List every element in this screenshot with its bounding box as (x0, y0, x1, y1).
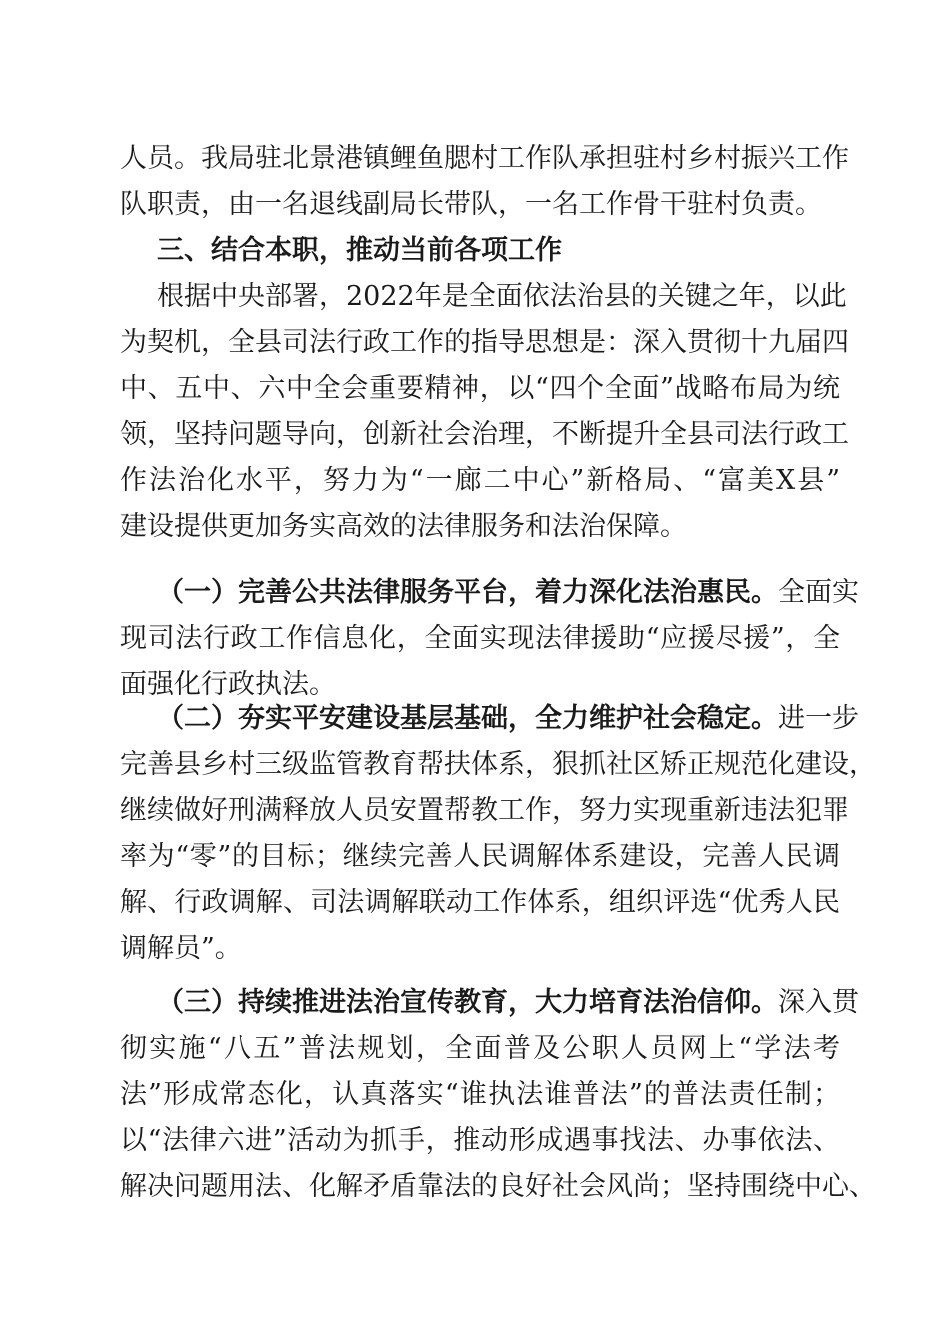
paragraph-line: 完善县乡村三级监管教育帮扶体系，狠抓社区矫正规范化建设， (120, 749, 876, 780)
paragraph-line: 现司法行政工作信息化，全面实现法律援助“应援尽援”，全 (120, 623, 840, 654)
paragraph-line: 为契机，全县司法行政工作的指导思想是：深入贯彻十九届四 (120, 327, 849, 358)
paragraph-line: 领，坚持问题导向，创新社会治理，不断提升全县司法行政工 (120, 419, 849, 450)
paragraph-line: 法”形成常态化，认真落实“谁执法谁普法”的普法责任制； (120, 1079, 840, 1110)
paragraph-line: 队职责，由一名退线副局长带队，一名工作骨干驻村负责。 (120, 189, 822, 220)
paragraph-line: 解、行政调解、司法调解联动工作体系，组织评选“优秀人民 (120, 887, 840, 918)
subsection-title: （一）完善公共法律服务平台，着力深化法治惠民。 (157, 577, 778, 608)
subsection-line (157, 980, 859, 1026)
paragraph-line: 调解员”。 (120, 933, 242, 964)
paragraph-line: 作法治化水平，努力为“一廊二中心”新格局、“富美X县” (120, 465, 840, 496)
subsection-text: 进一步 (778, 703, 859, 734)
section-heading: 三、结合本职，推动当前各项工作 (157, 235, 562, 266)
subsection-text: 深入贯 (778, 987, 859, 1018)
subsection-title: （三）持续推进法治宣传教育，大力培育法治信仰。 (157, 987, 778, 1018)
paragraph-line: 继续做好刑满释放人员安置帮教工作，努力实现重新违法犯罪 (120, 795, 849, 826)
paragraph-line: 建设提供更加务实高效的法律服务和法治保障。 (120, 511, 687, 542)
subsection-line (157, 696, 859, 742)
paragraph-line: 彻实施“八五”普法规划，全面普及公职人员网上“学法考 (120, 1033, 840, 1064)
paragraph-line: 根据中央部署，2022年是全面依法治县的关键之年，以此 (157, 281, 847, 312)
paragraph-line: 解决问题用法、化解矛盾靠法的良好社会风尚；坚持围绕中心、 (120, 1171, 876, 1202)
paragraph-line: 率为“零”的目标；继续完善人民调解体系建设，完善人民调 (120, 841, 840, 872)
subsection-line (157, 570, 859, 616)
paragraph-line: 面强化行政执法。 (120, 669, 336, 700)
subsection-title: （二）夯实平安建设基层基础，全力维护社会稳定。 (157, 703, 778, 734)
paragraph-line: 以“法律六进”活动为抓手，推动形成遇事找法、办事依法、 (120, 1125, 840, 1156)
paragraph-line: 中、五中、六中全会重要精神，以“四个全面”战略布局为统 (120, 373, 840, 404)
paragraph-line: 人员。我局驻北景港镇鲤鱼腮村工作队承担驻村乡村振兴工作 (120, 143, 849, 174)
subsection-text: 全面实 (778, 577, 859, 608)
